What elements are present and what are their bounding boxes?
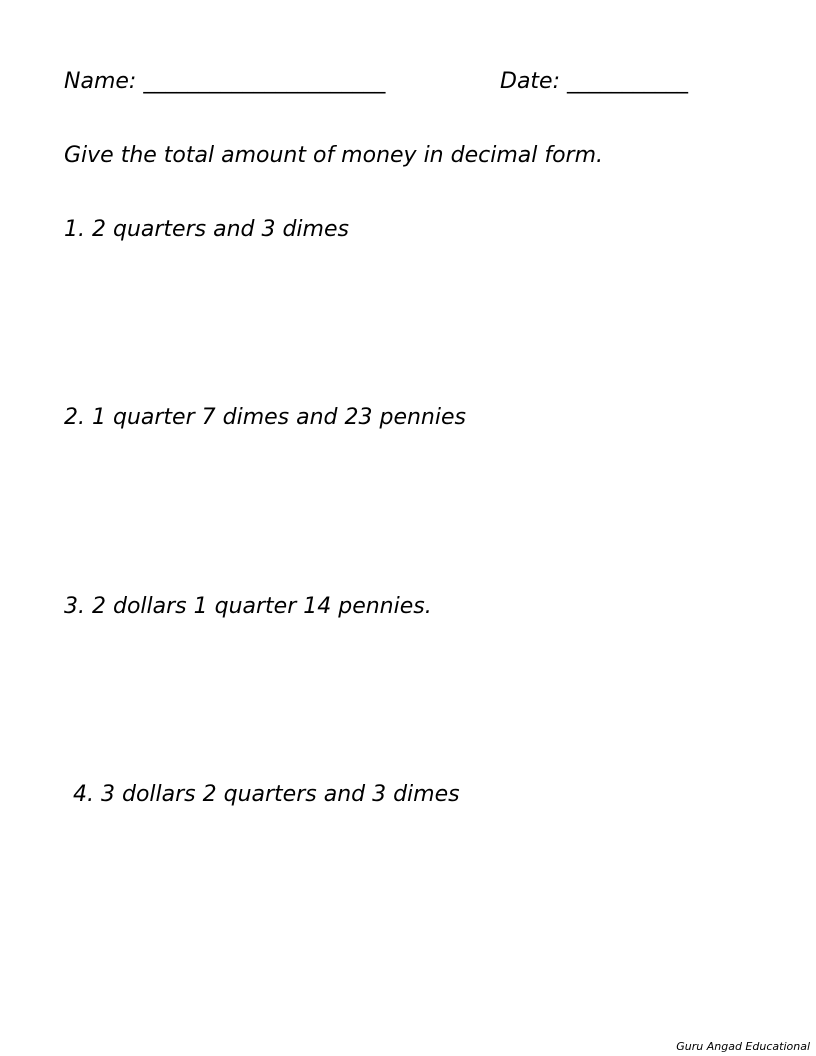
name-blank: ______________________ (143, 69, 386, 94)
date-blank: ___________ (567, 69, 688, 94)
name-field (64, 68, 385, 96)
question-text: 2 quarters and 3 dimes (92, 217, 349, 242)
question-number: 3. (64, 594, 85, 619)
question-text: 1 quarter 7 dimes and 23 pennies (92, 405, 466, 430)
question-3 (64, 593, 432, 621)
question-number: 4. (73, 782, 94, 807)
date-label: Date: (500, 69, 560, 94)
instructions: Give the total amount of money in decimal form. (64, 143, 604, 168)
question-text: 2 dollars 1 quarter 14 pennies. (92, 594, 432, 619)
question-number: 1. (64, 217, 85, 242)
date-field (500, 68, 688, 96)
name-label: Name: (64, 69, 137, 94)
question-4 (73, 781, 460, 809)
question-1 (64, 216, 349, 244)
question-text: 3 dollars 2 quarters and 3 dimes (101, 782, 460, 807)
question-number: 2. (64, 405, 85, 430)
question-2 (64, 404, 466, 432)
footer-credit: Guru Angad Educational (676, 1040, 810, 1053)
